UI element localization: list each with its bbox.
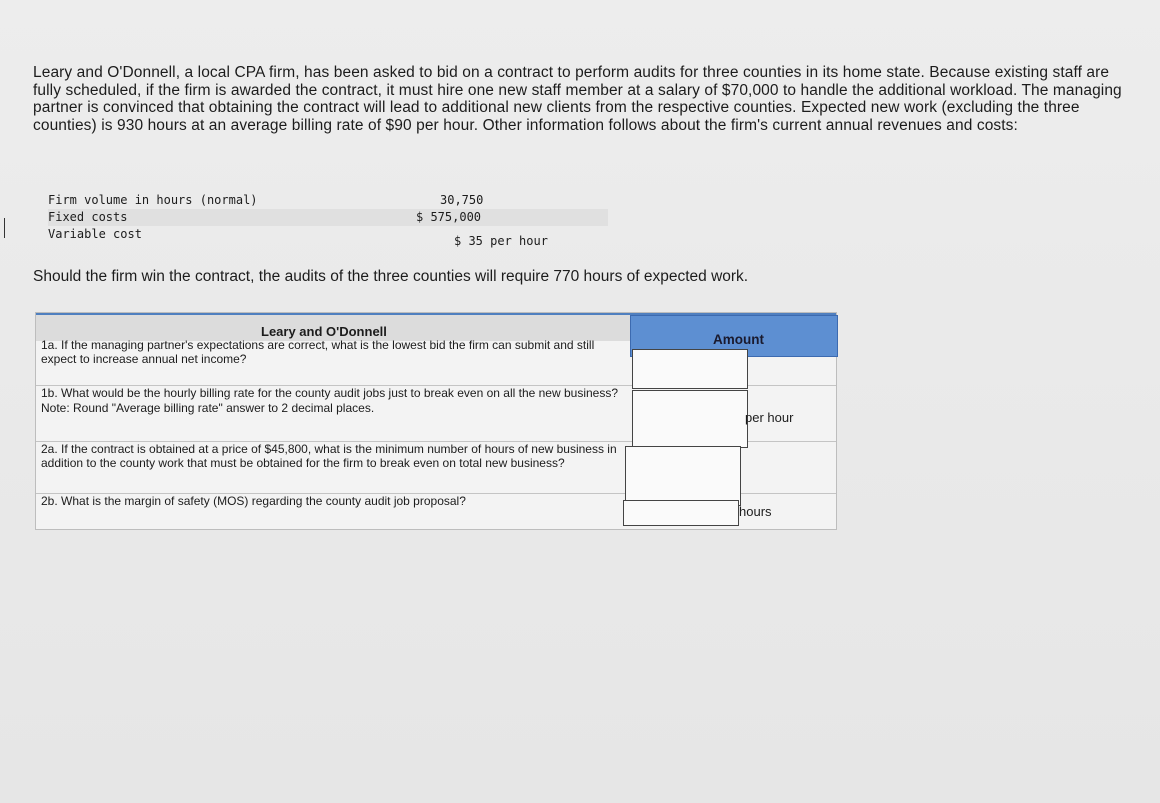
fact-label: Variable cost	[48, 227, 142, 241]
fact-value: 30,750	[440, 193, 484, 207]
question-1a: 1a. If the managing partner's expectations are correct, what is the lowest bid the firm can submit and still expect to increase annual net income?	[41, 338, 595, 366]
answer-1b-input[interactable]	[632, 390, 748, 448]
hours-unit: hours	[739, 504, 772, 519]
left-edge-mark	[0, 218, 5, 238]
fact-value: $ 575,000	[416, 210, 482, 224]
question-2a: 2a. If the contract is obtained at a price of $45,800, what is the minimum number of hours of new business in addition to the county work that must be obtained for the firm to break even on total new business?	[41, 442, 617, 470]
problem-intro	[33, 64, 1123, 134]
answer-1a-input[interactable]	[632, 349, 748, 389]
intro-paragraph: Leary and O'Donnell, a local CPA firm, has been asked to bid on a contract to perform audits for three counties in its home state. Because existing staff are fully scheduled, if the firm is awarded the contract, it must hire one new staff member at a salary of $70,000 to handle the additional workload. The managing partner is convinced that obtaining the contract will lead to additional new clients from the respective counties. Expected new work (excluding the three counties) is 930 hours at an average billing rate of $90 per hour. Other information follows about the firm's current annual revenues and costs:	[33, 64, 1122, 134]
fact-label: Firm volume in hours (normal)	[48, 193, 258, 207]
fact-row-volume	[48, 192, 608, 209]
fact-label: Fixed costs	[48, 210, 128, 224]
answer-table	[35, 312, 837, 530]
question-1b-text: 1b. What would be the hourly billing rate for the county audit jobs just to break even on all the new business?	[41, 386, 619, 400]
fact-value: $ 35 per hour	[454, 234, 548, 248]
table-title: Leary and O'Donnell	[261, 324, 387, 339]
amount-header-label: Amount	[713, 332, 764, 347]
answer-2b-input[interactable]	[623, 500, 739, 526]
contract-hours-text: Should the firm win the contract, the audits of the three counties will require 770 hours of expected work.	[33, 268, 749, 285]
answer-2a-input[interactable]	[625, 446, 741, 506]
question-2b: 2b. What is the margin of safety (MOS) regarding the county audit job proposal?	[41, 494, 466, 508]
fact-row-variable-cost	[48, 226, 608, 248]
question-1b-note: Note: Round "Average billing rate" answer to 2 decimal places.	[41, 400, 375, 415]
fact-row-fixed-costs	[48, 209, 608, 226]
firm-facts	[48, 192, 608, 248]
per-hour-unit: per hour	[745, 410, 794, 425]
question-1b	[41, 387, 621, 415]
